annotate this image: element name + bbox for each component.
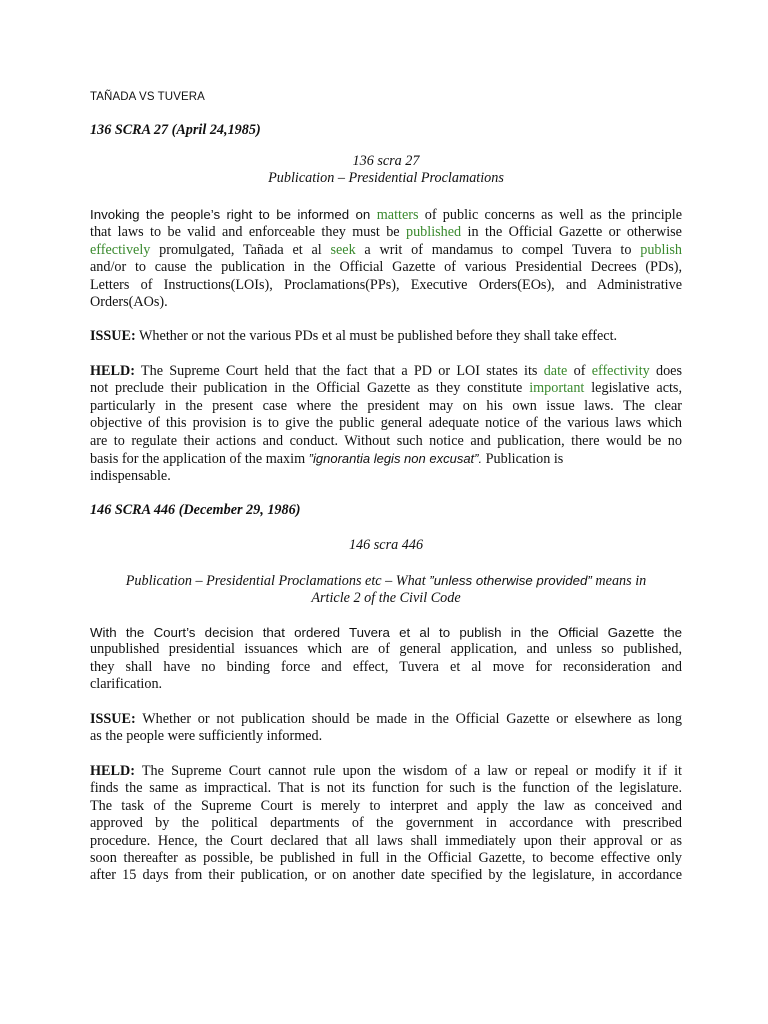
held-label-2: HELD:: [90, 763, 135, 779]
subheading-136-line2: Publication – Presidential Proclamations: [268, 170, 504, 187]
subheading-136-line1: 136 scra 27: [352, 153, 420, 169]
facts-1-line-4: and/or to cause the publication in the Official Gazette of various Presidential Decrees (PDs),: [90, 259, 682, 276]
keyword-publish[interactable]: publish: [640, 241, 682, 258]
held-1-line-3: particularly in the present case where the president may on his own issue laws. The clear: [90, 397, 682, 414]
held-paragraph-2: [90, 763, 682, 885]
facts-1-line-6: Orders(AOs).: [90, 294, 168, 311]
subheading-136: [90, 153, 682, 188]
held-1-line-5: are to regulate their actions and conduct. Without such notice and publication, there would be no: [90, 432, 682, 449]
keyword-published[interactable]: published: [405, 224, 462, 241]
facts-paragraph-1: [90, 206, 682, 311]
held-2-line-5: procedure. Hence, the Court declared that all laws shall immediately upon their approval or as: [90, 832, 682, 849]
held-2-line-6: soon thereafter as possible, be published in full in the Official Gazette, to become effective only: [90, 850, 682, 867]
keyword-effectively[interactable]: effectively: [90, 241, 151, 258]
keyword-effectivity[interactable]: effectivity: [591, 363, 650, 379]
issue-2-line-1: ISSUE: Whether or not publication should be made in the Official Gazette or elsewhere as long: [90, 711, 682, 727]
subheading-146-line1: 146 scra 446: [348, 537, 424, 553]
facts-1-line-1: Invoking the people’s right to be informed on matters of public concerns as well as the principle: [90, 207, 682, 223]
held-1-line-2: not preclude their publication in the Official Gazette as they constitute important legislative acts,: [90, 380, 683, 397]
held-1-line-1: HELD: The Supreme Court held that the fact that a PD or LOI states its date of effectivity does: [90, 363, 682, 379]
subheading-146-detail: [90, 572, 682, 608]
issue-paragraph-1: ISSUE: Whether or not the various PDs et al must be published before they shall take effect.: [90, 328, 618, 344]
held-2-line-1: HELD: The Supreme Court cannot rule upon the wisdom of a law or repeal or modify it if it: [90, 763, 682, 779]
facts-paragraph-2: [90, 624, 682, 694]
facts-2-line-3: they shall have no binding force and effect, Tuvera et al move for reconsideration and: [90, 658, 682, 675]
subheading-146-line3: Article 2 of the Civil Code: [311, 590, 461, 607]
subheading-146-line2: Publication – Presidential Proclamations etc – What ”unless otherwise provided” means in: [125, 573, 647, 589]
held-2-line-2: finds the same as impractical. That is not its function for such is the function of the legislature.: [90, 780, 682, 797]
held-2-line-3: The task of the Supreme Court is merely to interpret and apply the law as conceived and: [90, 797, 682, 814]
citation-136-scra: 136 SCRA 27 (April 24,1985): [90, 122, 261, 138]
facts-2-line-1: With the Court’s decision that ordered Tuvera et al to publish in the Official Gazette the: [90, 625, 682, 640]
keyword-seek[interactable]: seek: [330, 241, 356, 258]
issue-2-line-2: as the people were sufficiently informed.: [90, 728, 323, 745]
facts-1-line-3: effectively promulgated, Tañada et al seek a writ of mandamus to compel Tuvera to publish: [90, 241, 682, 258]
subheading-146: [90, 537, 682, 554]
citation-146-scra: 146 SCRA 446 (December 29, 1986): [90, 502, 301, 518]
keyword-important[interactable]: important: [529, 380, 585, 397]
facts-1-line-2: that laws to be valid and enforceable they must be published in the Official Gazette or otherwise: [90, 224, 682, 241]
held-2-line-4: approved by the political departments of the government in accordance with prescribed: [90, 815, 682, 832]
issue-label-1: ISSUE:: [90, 328, 136, 344]
held-paragraph-1: [90, 363, 682, 486]
case-title: TAÑADA VS TUVERA: [90, 91, 205, 103]
held-1-line-6: basis for the application of the maxim ”ignorantia legis non excusat”. Publication is: [90, 451, 564, 468]
latin-maxim: ”ignorantia legis non excusat”.: [308, 451, 483, 467]
facts-2-line-4: clarification.: [90, 676, 163, 693]
issue-paragraph-2: [90, 711, 682, 746]
keyword-date[interactable]: date: [543, 363, 568, 379]
held-label-1: HELD:: [90, 363, 135, 379]
held-1-line-7: indispensable.: [90, 468, 171, 485]
held-2-line-7: after 15 days from their publication, or on another date specified by the legislature, in accordance: [90, 867, 682, 884]
keyword-matters[interactable]: matters: [376, 207, 419, 223]
held-1-line-4: objective of this provision is to give the public general adequate notice of the various laws which: [90, 415, 682, 432]
facts-1-line-5: Letters of Instructions(LOIs), Proclamations(PPs), Executive Orders(EOs), and Administrative: [90, 276, 682, 293]
issue-label-2: ISSUE:: [90, 711, 136, 727]
facts-2-line-2: unpublished presidential issuances which are of general application, and unless so published,: [90, 641, 682, 658]
